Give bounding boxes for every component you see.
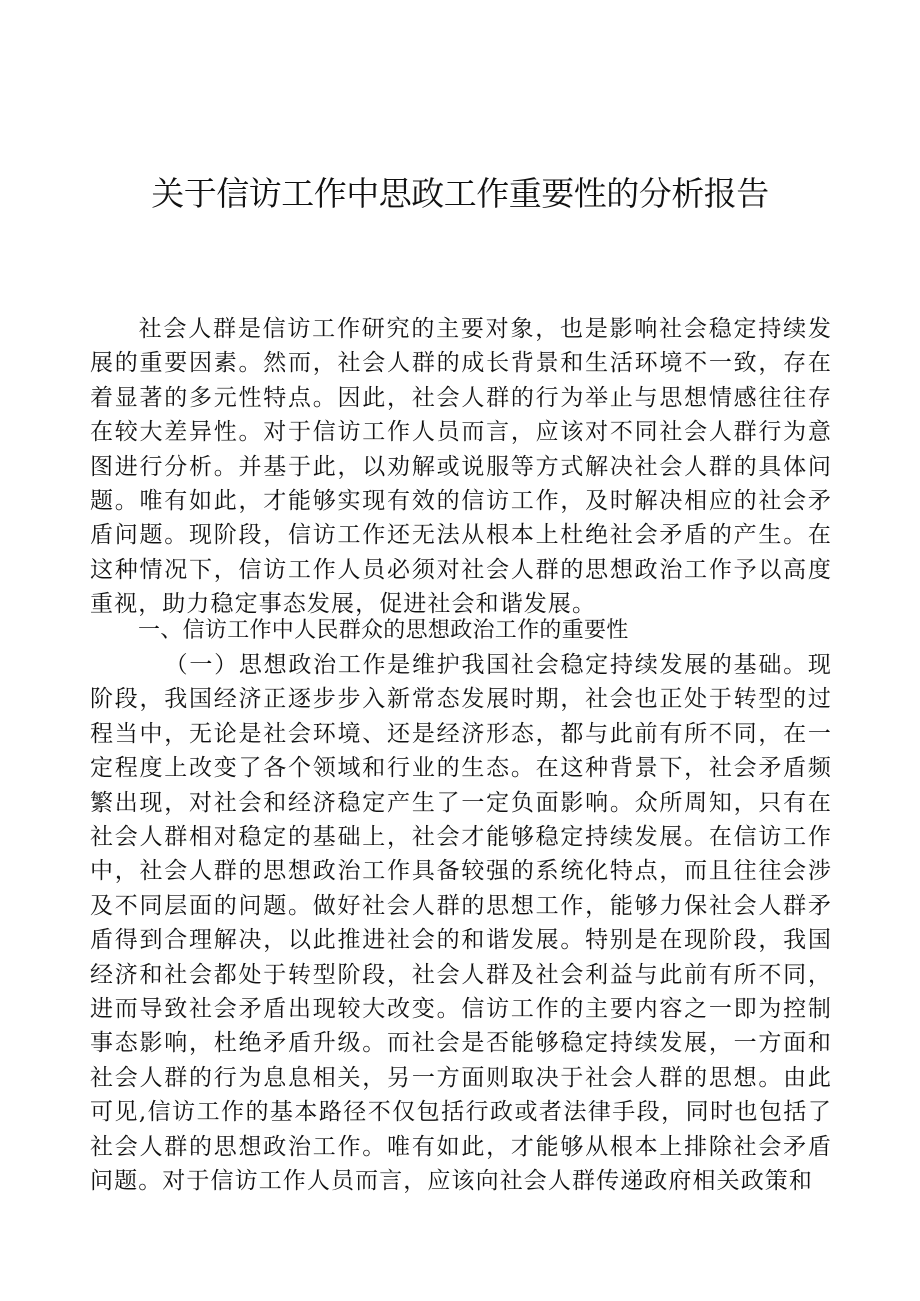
section-heading: 一、信访工作中人民群众的思想政治工作的重要性 (138, 618, 629, 643)
body-paragraph-section-1 (90, 648, 832, 1199)
body-paragraph-intro (90, 312, 832, 622)
paragraph-text: （一）思想政治工作是维护我国社会稳定持续发展的基础。现阶段，我国经济正逐步步入新常态发展时期，社会也正处于转型的过程当中，无论是社会环境、还是经济形态，都与此前有所不同，在一定程度上改变了各个领域和行业的生态。在这种背景下，社会矛盾频繁出现，对社会和经济稳定产生了一定负面影响。众所周知，只有在社会人群相对稳定的基础上，社会才能够稳定持续发展。在信访工作中，社会人群的思想政治工作具备较强的系统化特点，而且往往会涉及不同层面的问题。做好社会人群的思想工作，能够力保社会人群矛盾得到合理解决，以此推进社会的和谐发展。特别是在现阶段，我国经济和社会都处于转型阶段，社会人群及社会利益与此前有所不同，进而导致社会矛盾出现较大改变。信访工作的主要内容之一即为控制事态影响，杜绝矛盾升级。而社会是否能够稳定持续发展，一方面和社会人群的行为息息相关，另一方面则取决于社会人群的思想。由此可见,信访工作的基本路径不仅包括行政或者法律手段，同时也包括了社会人群的思想政治工作。唯有如此，才能够从根本上排除社会矛盾问题。对于信访工作人员而言，应该向社会人群传递政府相关政策和 (90, 652, 832, 1195)
paragraph-text: 社会人群是信访工作研究的主要对象，也是影响社会稳定持续发展的重要因素。然而，社会人群的成长背景和生活环境不一致，存在着显著的多元性特点。因此，社会人群的行为举止与思想情感往往存在较大差异性。对于信访工作人员而言，应该对不同社会人群行为意图进行分析。并基于此，以劝解或说服等方式解决社会人群的具体问题。唯有如此，才能够实现有效的信访工作，及时解决相应的社会矛盾问题。现阶段，信访工作还无法从根本上杜绝社会矛盾的产生。在这种情况下，信访工作人员必须对社会人群的思想政治工作予以高度重视，助力稳定事态发展，促进社会和谐发展。 (90, 316, 832, 618)
document-title: 关于信访工作中思政工作重要性的分析报告 (151, 174, 769, 213)
